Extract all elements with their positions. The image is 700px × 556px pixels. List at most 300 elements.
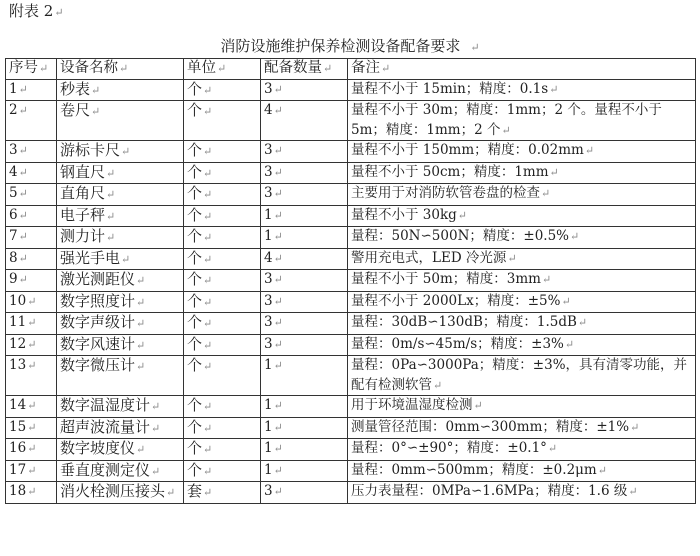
cell-name-text: 数字照度计 [60,291,136,310]
cell-unit [184,184,261,206]
cell-unit-text: 个 [187,184,203,202]
cell-qty [261,313,348,335]
cell-no-text: 10 [9,292,27,309]
cell-unit [184,417,261,439]
cell-qty-text: 3 [264,80,273,97]
cell-qty [261,79,348,101]
paragraph-mark-icon: ↵ [18,104,28,117]
cell-note-text: 量程不小于 15min；精度：0.1s [351,80,549,97]
cell-note-text: 量程：0mm∽500mm；精度：±0.2μm [351,461,597,478]
cell-note [348,79,696,101]
cell-no [6,334,57,356]
cell-no-text: 12 [9,335,27,352]
cell-name [57,141,184,163]
paragraph-mark-icon: ↵ [27,316,37,329]
cell-note [348,460,696,482]
cell-note [348,184,696,206]
cell-note [348,417,696,439]
paragraph-mark-icon: ↵ [121,252,131,266]
cell-unit [184,439,261,461]
paragraph-mark-icon: ↵ [273,316,283,329]
cell-unit-text: 个 [187,227,203,245]
paragraph-mark-icon: ↵ [27,399,37,412]
cell-unit [184,205,261,227]
cell-name-text: 游标卡尺 [60,141,121,159]
cell-qty-text: 1 [264,440,273,456]
cell-note [348,313,696,335]
paragraph-mark-icon: ↵ [203,274,213,287]
cell-unit [184,460,261,482]
cell-unit-text: 个 [187,460,203,479]
paragraph-mark-icon: ↵ [203,443,213,456]
paragraph-mark-icon: ↵ [541,187,551,200]
cell-no [6,184,57,206]
paragraph-mark-icon: ↵ [577,316,588,329]
cell-no [6,313,57,335]
cell-note-text: 量程不小于 50m；精度：3mm [351,271,541,287]
cell-no-text: 2 [9,102,18,118]
paragraph-mark-icon: ↵ [203,252,213,266]
cell-qty-text: 1 [264,206,273,223]
cell-note [348,482,696,504]
paragraph-mark-icon: ↵ [136,338,146,352]
paragraph-mark-icon: ↵ [541,273,552,286]
cell-note [348,248,696,270]
cell-name [57,417,184,439]
header-note: 备注↵ [348,59,696,80]
cell-name [57,460,184,482]
cell-unit [184,79,261,101]
cell-note-text: 量程不小于 30kg [351,206,457,223]
cell-note-text: 主要用于对消防软管卷盘的检查 [351,185,540,201]
paragraph-mark-icon: ↵ [564,337,575,351]
cell-name [57,291,184,313]
cell-qty [261,482,348,504]
cell-no [6,417,57,439]
cell-unit-text: 个 [187,291,203,310]
paragraph-mark-icon: ↵ [203,464,213,478]
cell-unit [184,227,261,249]
cell-unit [184,356,261,396]
table-row [6,162,696,184]
cell-no [6,79,57,101]
table-header-row [6,59,696,80]
paragraph-mark-icon: ↵ [203,83,213,97]
paragraph-mark-icon: ↵ [91,83,101,97]
cell-qty-text: 3 [264,163,273,180]
cell-name-text: 数字风速计 [60,334,136,353]
paragraph-mark-icon: ↵ [136,295,146,309]
cell-unit [184,313,261,335]
cell-name-text: 数字坡度仪 [60,439,136,457]
paragraph-mark-icon: ↵ [203,166,213,180]
paragraph-mark-icon: ↵ [203,400,213,413]
table-row [6,313,696,335]
cell-qty [261,417,348,439]
paragraph-mark-icon: ↵ [561,294,571,308]
cell-no [6,248,57,270]
cell-no [6,101,57,141]
cell-name-text: 卷尺 [60,101,91,119]
cell-note [348,270,696,292]
paragraph-mark-icon: ↵ [18,251,28,265]
paragraph-mark-icon: ↵ [547,442,558,455]
table-row [6,270,696,292]
cell-unit-text: 个 [187,141,203,159]
paragraph-mark-icon: ↵ [166,486,176,499]
paragraph-mark-icon: ↵ [136,317,146,330]
cell-note-text: 警用充电式，LED 冷光源 [351,249,507,266]
cell-note-text: 量程：50N∽500N；精度：±0.5% [351,228,569,244]
cell-name [57,334,184,356]
cell-no-text: 14 [9,397,27,413]
paragraph-mark-icon: ↵ [54,6,64,19]
cell-unit [184,101,261,141]
paragraph-mark-icon: ↵ [203,295,213,309]
cell-qty [261,396,348,418]
cell-name-text: 超声波流量计 [60,417,151,436]
paragraph-mark-icon: ↵ [273,420,283,434]
paragraph-mark-icon: ↵ [151,421,161,435]
cell-qty-text: 3 [264,483,273,499]
paragraph-mark-icon: ↵ [27,420,37,434]
table-row [6,334,696,356]
paragraph-mark-icon: ↵ [18,273,28,286]
cell-unit [184,248,261,270]
cell-note-text: 量程：0Pa∽3000Pa；精度：±3%，具有清零功能，并配有检测软管 [351,357,688,393]
paragraph-mark-icon: ↵ [273,144,283,157]
cell-qty-text: 3 [264,142,273,158]
table-row [6,439,696,461]
paragraph-mark-icon: ↵ [549,82,559,96]
cell-name [57,205,184,227]
cell-qty [261,101,348,141]
paragraph-mark-icon: ↵ [473,399,483,412]
paragraph-mark-icon: ↵ [106,188,116,201]
cell-note-text: 量程不小于 150mm；精度：0.02mm [351,142,584,158]
paragraph-mark-icon: ↵ [273,208,283,222]
paragraph-mark-icon: ↵ [273,273,283,286]
cell-unit-text: 个 [187,396,203,414]
cell-name-text: 激光测距仪 [60,270,136,288]
table-row [6,79,696,101]
cell-qty-text: 3 [264,314,273,330]
cell-no-text: 5 [9,185,18,201]
cell-name [57,79,184,101]
cell-qty-text: 3 [264,335,273,352]
cell-unit-text: 个 [187,356,203,374]
cell-qty-text: 3 [264,292,273,309]
cell-name [57,101,184,141]
paragraph-mark-icon: ↵ [457,208,468,222]
cell-unit [184,141,261,163]
cell-note [348,439,696,461]
annex-label: 附表 2↵ [9,2,64,20]
cell-note-text: 测量管径范围：0mm∽300mm；精度：±1% [351,418,630,435]
cell-qty-text: 4 [264,249,273,266]
paragraph-mark-icon: ↵ [273,251,283,265]
paragraph-mark-icon: ↵ [273,463,283,477]
cell-qty [261,248,348,270]
paragraph-mark-icon: ↵ [203,209,213,223]
paragraph-mark-icon: ↵ [151,400,161,413]
cell-unit-text: 个 [187,439,203,457]
paragraph-mark-icon: ↵ [18,187,28,200]
cell-unit-text: 个 [187,101,203,119]
table-row [6,227,696,249]
cell-note [348,141,696,163]
paragraph-mark-icon: ↵ [584,144,595,157]
cell-unit [184,482,261,504]
cell-no-text: 6 [9,206,18,223]
table-row [6,141,696,163]
cell-qty [261,460,348,482]
paragraph-mark-icon: ↵ [203,338,213,352]
table-row [6,248,696,270]
cell-note-text: 量程不小于 2000Lx；精度：±5% [351,292,561,309]
cell-no-text: 9 [9,271,18,287]
table-row [6,482,696,504]
header-qty: 配备数量↵ [261,59,348,80]
cell-no [6,482,57,504]
cell-no [6,356,57,396]
cell-no [6,439,57,461]
cell-note-text: 量程：30dB∽130dB；精度：1.5dB [351,314,577,330]
cell-qty [261,439,348,461]
paragraph-mark-icon: ↵ [136,360,146,373]
cell-note [348,356,696,396]
cell-name [57,270,184,292]
cell-qty [261,205,348,227]
paragraph-mark-icon: ↵ [273,337,283,351]
paragraph-mark-icon: ↵ [203,486,213,499]
paragraph-mark-icon: ↵ [597,463,607,477]
paragraph-mark-icon: ↵ [27,485,37,498]
cell-name-text: 电子秤 [60,205,106,224]
cell-no-text: 7 [9,228,18,244]
cell-no-text: 1 [9,80,18,97]
cell-unit-text: 个 [187,313,203,331]
paragraph-mark-icon: ↵ [203,231,213,244]
cell-name [57,162,184,184]
cell-no-text: 17 [9,461,27,478]
cell-qty-text: 1 [264,397,273,413]
table-row [6,460,696,482]
cell-unit-text: 个 [187,334,203,353]
cell-name [57,439,184,461]
paragraph-mark-icon: ↵ [27,359,37,372]
paragraph-mark-icon: ↵ [501,123,511,137]
paragraph-mark-icon: ↵ [628,485,638,498]
table-row [6,184,696,206]
cell-unit [184,396,261,418]
paragraph-mark-icon: ↵ [433,378,443,392]
cell-qty-text: 1 [264,418,273,435]
cell-qty [261,356,348,396]
paragraph-mark-icon: ↵ [203,105,213,118]
header-no: 序号↵ [6,59,57,80]
paragraph-mark-icon: ↵ [203,421,213,435]
cell-note [348,227,696,249]
paragraph-mark-icon: ↵ [273,399,283,412]
equipment-table [5,58,696,504]
cell-note [348,291,696,313]
cell-no-text: 3 [9,142,18,158]
cell-no-text: 18 [9,483,27,499]
table-row [6,101,696,141]
cell-name [57,396,184,418]
cell-name-text: 强光手电 [60,248,121,267]
paragraph-mark-icon: ↵ [203,188,213,201]
cell-note [348,162,696,184]
cell-no [6,162,57,184]
cell-no [6,141,57,163]
paragraph-mark-icon: ↵ [27,442,37,455]
paragraph-mark-icon: ↵ [203,145,213,158]
paragraph-mark-icon: ↵ [106,166,116,180]
cell-name-text: 垂直度测定仪 [60,460,151,479]
cell-unit-text: 个 [187,205,203,224]
cell-no-text: 15 [9,418,27,435]
cell-no [6,396,57,418]
header-name: 设备名称↵ [57,59,184,80]
cell-unit [184,291,261,313]
cell-qty [261,162,348,184]
paragraph-mark-icon: ↵ [18,165,28,179]
paragraph-mark-icon: ↵ [273,294,283,308]
table-row [6,417,696,439]
cell-qty-text: 3 [264,185,273,201]
paragraph-mark-icon: ↵ [273,230,283,243]
cell-no [6,205,57,227]
paragraph-mark-icon: ↵ [203,317,213,330]
document-title: 消防设施维护保养检测设备配备要求 ↵ [220,37,480,55]
paragraph-mark-icon: ↵ [273,442,283,455]
cell-name [57,184,184,206]
paragraph-mark-icon: ↵ [273,165,283,179]
cell-qty [261,334,348,356]
table-row [6,291,696,313]
cell-note [348,334,696,356]
cell-no [6,270,57,292]
table-body [6,79,696,503]
paragraph-mark-icon: ↵ [630,420,640,434]
cell-note-text: 压力表量程：0MPa∽1.6MPa；精度：1.6 级 [351,483,628,499]
cell-no [6,291,57,313]
table-row [6,205,696,227]
cell-name [57,313,184,335]
table-row [6,396,696,418]
cell-unit-text: 套 [187,482,203,500]
cell-qty-text: 1 [264,357,273,373]
cell-no-text: 13 [9,357,27,373]
cell-no-text: 8 [9,249,18,266]
cell-no-text: 16 [9,440,27,456]
paragraph-mark-icon: ↵ [507,251,517,265]
cell-name-text: 秒表 [60,79,91,98]
cell-note-text: 用于环境温湿度检测 [351,397,473,413]
paragraph-mark-icon: ↵ [151,464,161,478]
cell-name-text: 消火栓测压接头 [60,482,166,500]
paragraph-mark-icon: ↵ [136,443,146,456]
cell-unit [184,270,261,292]
paragraph-mark-icon: ↵ [273,359,283,372]
paragraph-mark-icon: ↵ [27,294,37,308]
cell-unit [184,162,261,184]
paragraph-mark-icon: ↵ [18,208,28,222]
cell-name-text: 直角尺 [60,184,106,202]
cell-note-text: 量程：0°∽±90°；精度：±0.1° [351,440,547,456]
cell-name [57,227,184,249]
cell-unit [184,334,261,356]
cell-note [348,101,696,141]
cell-unit-text: 个 [187,248,203,267]
cell-qty-text: 4 [264,102,273,118]
paragraph-mark-icon: ↵ [136,274,146,287]
cell-unit-text: 个 [187,270,203,288]
paragraph-mark-icon: ↵ [203,360,213,373]
paragraph-mark-icon: ↵ [18,230,28,243]
cell-name [57,482,184,504]
paragraph-mark-icon: ↵ [273,485,283,498]
cell-qty [261,270,348,292]
cell-unit-text: 个 [187,79,203,98]
cell-name-text: 测力计 [60,227,106,245]
cell-name-text: 数字声级计 [60,313,136,331]
cell-note-text: 量程：0m/s∽45m/s；精度：±3% [351,335,564,352]
cell-no [6,460,57,482]
cell-no-text: 4 [9,163,18,180]
paragraph-mark-icon: ↵ [549,165,559,179]
cell-qty-text: 1 [264,228,273,244]
cell-unit-text: 个 [187,417,203,436]
cell-note-text: 量程不小于 30m；精度：1mm；2 个。量程不小于 5m；精度：1mm；2 个 [351,102,662,138]
cell-name-text: 钢直尺 [60,162,106,181]
cell-note [348,205,696,227]
cell-qty [261,227,348,249]
header-unit: 单位↵ [184,59,261,80]
cell-qty-text: 3 [264,271,273,287]
paragraph-mark-icon: ↵ [273,187,283,200]
paragraph-mark-icon: ↵ [121,145,131,158]
cell-qty-text: 1 [264,461,273,478]
cell-qty [261,291,348,313]
cell-name-text: 数字微压计 [60,356,136,374]
paragraph-mark-icon: ↵ [106,209,116,223]
paragraph-mark-icon: ↵ [27,463,37,477]
cell-name [57,356,184,396]
paragraph-mark-icon: ↵ [106,231,116,244]
cell-name [57,248,184,270]
paragraph-mark-icon: ↵ [18,82,28,96]
paragraph-mark-icon: ↵ [273,104,283,117]
cell-no-text: 11 [9,314,27,330]
paragraph-mark-icon: ↵ [18,144,28,157]
cell-note [348,396,696,418]
paragraph-mark-icon: ↵ [570,230,580,243]
paragraph-mark-icon: ↵ [91,105,101,118]
cell-qty [261,141,348,163]
cell-unit-text: 个 [187,162,203,181]
cell-note-text: 量程不小于 50cm；精度：1mm [351,163,549,180]
paragraph-mark-icon: ↵ [27,337,37,351]
paragraph-mark-icon: ↵ [470,41,480,54]
paragraph-mark-icon: ↵ [273,82,283,96]
table-row [6,356,696,396]
cell-qty [261,184,348,206]
cell-name-text: 数字温湿度计 [60,396,151,414]
cell-no [6,227,57,249]
